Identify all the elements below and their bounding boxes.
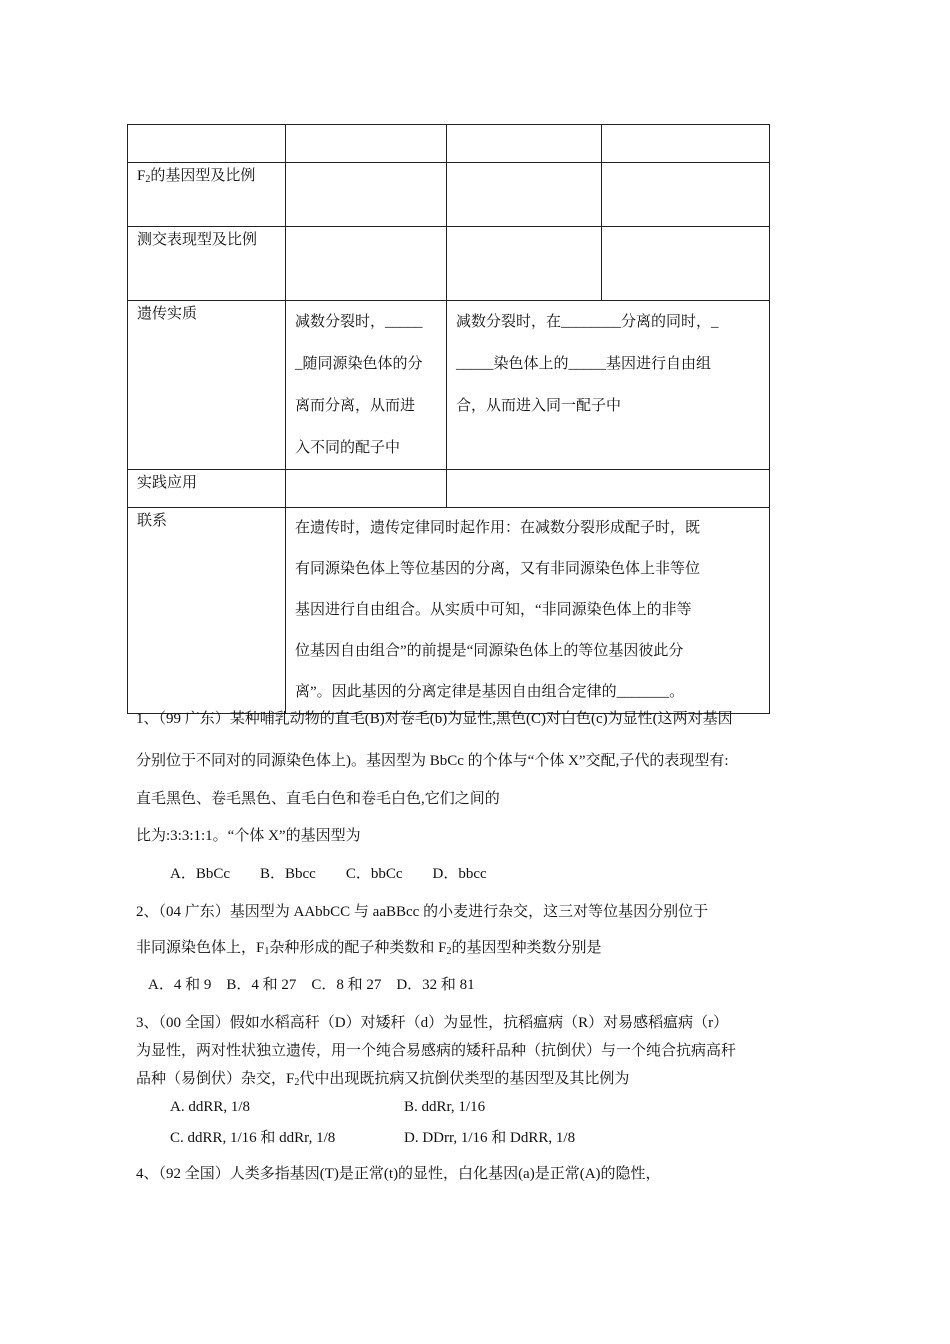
row-label-f2-genotype: $F_2$的基因型及比例	[128, 163, 286, 227]
q1-line-2: 分别位于不同对的同源染色体上)。基因型为 BbCc 的个体与“个体 X”交配,子代的表现型有:	[136, 753, 729, 769]
q3-option-a: A. ddRR, 1/8	[170, 1099, 251, 1115]
connection-text-cell: 在遗传时，遗传定律同时起作用：在减数分裂形成配子时，既 有同源染色体上等位基因的分离，又有非同源染色体上非等位 基因进行自由组合。从实质中可知，“非同源染色体上的非等 位基因自由组合”的前提是“同源染色体上的等位基因彼此分 离”。因此基因的分离定律是基因自由组合定律的_______。	[286, 508, 770, 714]
table-cell	[128, 125, 286, 163]
table-cell	[447, 125, 602, 163]
q2-line-2: 非同源染色体上，$F_1$杂种形成的配子种类数和 $F_2$的基因型种类数分别是	[136, 940, 602, 957]
table-row	[128, 125, 770, 163]
genetics-comparison-table	[127, 124, 770, 714]
row-label-essence: 遗传实质	[128, 301, 286, 470]
table-cell	[602, 163, 770, 227]
row-label-testcross: 测交表现型及比例	[128, 227, 286, 301]
q3-line-1: 3、（00 全国）假如水稻高秆（D）对矮秆（d）为显性，抗稻瘟病（R）对易感稻瘟病（r）	[136, 1015, 729, 1031]
q1-line-3: 直毛黑色、卷毛黑色、直毛白色和卷毛白色,它们之间的	[136, 791, 500, 807]
table-row	[128, 163, 770, 227]
q3-line-3: 品种（易倒伏）杂交，$F_2$代中出现既抗病又抗倒伏类型的基因型及其比例为	[136, 1071, 630, 1088]
table-row	[128, 301, 770, 470]
row-label-application: 实践应用	[128, 470, 286, 508]
q2-line-1: 2、（04 广东）基因型为 AAbbCC 与 aaBBcc 的小麦进行杂交，这三对等位基因分别位于	[136, 904, 709, 920]
table-cell	[286, 125, 447, 163]
table-row	[128, 470, 770, 508]
q4-line-1: 4、（92 全国）人类多指基因(T)是正常(t)的显性，白化基因(a)是正常(A)的隐性，	[136, 1166, 661, 1182]
table-row	[128, 227, 770, 301]
table-cell	[447, 227, 602, 301]
table-cell	[286, 227, 447, 301]
table-cell	[447, 163, 602, 227]
table-cell	[602, 227, 770, 301]
q2-options: A．4 和 9 B．4 和 27 C．8 和 27 D．32 和 81	[148, 977, 475, 993]
q3-line-2: 为显性，两对性状独立遗传，用一个纯合易感病的矮秆品种（抗倒伏）与一个纯合抗病高秆	[136, 1043, 737, 1059]
q3-option-c: C. ddRR, 1/16 和 ddRr, 1/8	[170, 1130, 336, 1146]
row-label-connection: 联系	[128, 508, 286, 714]
table-cell	[286, 163, 447, 227]
q1-line-4: 比为:3:3:1:1。“个体 X”的基因型为	[136, 828, 361, 844]
essence-assortment-cell: 减数分裂时，在________分离的同时，_ _____染色体上的_____基因进行自由组 合，从而进入同一配子中	[447, 301, 770, 470]
table-row	[128, 508, 770, 714]
table-cell	[447, 470, 770, 508]
q1-options: A．BbCc B．Bbcc C．bbCc D．bbcc	[170, 866, 487, 882]
table-cell	[602, 125, 770, 163]
q3-option-b: B. ddRr, 1/16	[404, 1099, 486, 1115]
q3-option-d: D. DDrr, 1/16 和 DdRR, 1/8	[404, 1130, 576, 1146]
essence-segregation-cell: 减数分裂时，_____ _随同源染色体的分 离而分离，从而进 入不同的配子中	[286, 301, 447, 470]
q1-line-1: 1、（99 广东）某种哺乳动物的直毛(B)对卷毛(b)为显性,黑色(C)对白色(c)为显性(这两对基因	[136, 711, 733, 727]
table-cell	[286, 470, 447, 508]
